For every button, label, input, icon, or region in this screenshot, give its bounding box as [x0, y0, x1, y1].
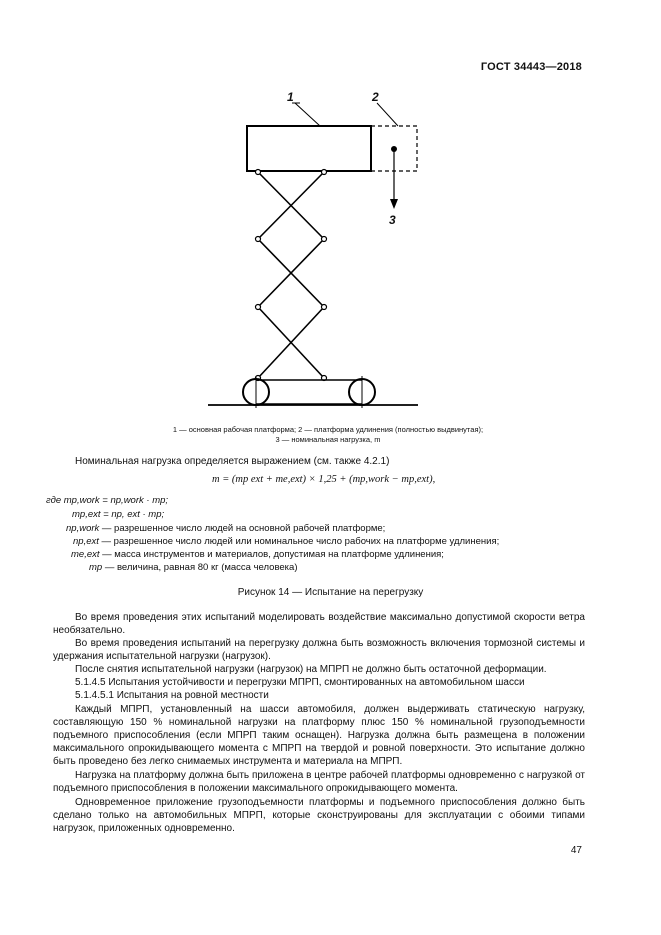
figure-label-1: 1: [287, 90, 294, 104]
paragraph-6: Каждый МПРП, установленный на шасси автомобиля, должен выдерживать статическую нагрузку, составляющую 150 % номинальной нагрузки на платформу плюс 150 % номинальной грузоподъемности подъемного приспособления (если МПРП таким оснащен). Нагрузка должна быть размещена в положении максимального опрокидывающего момента с МПРП на твердой и ровной поверхности. Это испытание должно быть проведено без легко снимаемых инструмента и материала на МПРП.: [53, 704, 585, 767]
def-row: np,ext — разрешенное число людей или номинальное число рабочих на платформе удлинения;: [73, 536, 500, 547]
paragraph-7: Нагрузка на платформу должна быть приложена в центре рабочей платформы одновременно с нагрузкой от подъемного приспособления в положении максимального опрокидывающего момента.: [53, 770, 585, 794]
figure-legend-line2: 3 — номинальная нагрузка, m: [275, 435, 381, 444]
figure-label-2: 2: [372, 90, 379, 104]
paragraph-3: После снятия испытательной нагрузки (нагрузок) на МПРП не должно быть остаточной деформации.: [75, 664, 547, 675]
load-arrow-icon: [390, 199, 398, 209]
pivot-joints: [256, 170, 327, 381]
paragraph-8: Одновременное приложение грузоподъемности платформы и подъемного приспособления должно быть сделано только на автомобильных МПРП, которые сконструированы для эксплуатации с обоими типами нагрузок, приложенных одновременно.: [53, 797, 585, 834]
def-row: me,ext — масса инструментов и материалов, допустимая на платформе удлинения;: [71, 549, 444, 560]
figure-legend-line1: 1 — основная рабочая платформа; 2 — платформа удлинения (полностью выдвинутая);: [172, 425, 484, 434]
scissor-arms: [258, 172, 324, 378]
section-heading-5-1-4-5-1: 5.1.4.5.1 Испытания на ровной местности: [75, 690, 269, 701]
paragraph-2: Во время проведения испытаний на перегрузку должна быть возможность включения тормозной системы и удержания испытательной нагрузки (нагрузок).: [53, 638, 585, 662]
scissor-lift-figure: [0, 0, 661, 430]
def-row: mp — величина, равная 80 кг (масса человека): [89, 562, 298, 573]
page-number: 47: [570, 845, 582, 856]
formula-intro: Номинальная нагрузка определяется выражением (см. также 4.2.1): [75, 456, 390, 467]
figure-caption: Рисунок 14 — Испытание на перегрузку: [237, 587, 424, 598]
def-row: np,work — разрешенное число людей на основной рабочей платформе;: [66, 523, 386, 534]
def-row: mp,ext = np, ext · mp;: [72, 509, 165, 520]
paragraph-1: Во время проведения этих испытаний моделировать воздействие максимально допустимой скорости ветра необязательно.: [53, 612, 585, 636]
section-heading-5-1-4-5: 5.1.4.5 Испытания устойчивости и перегрузки МПРП, смонтированных на автомобильном шасси: [75, 677, 525, 688]
main-platform: [247, 126, 371, 171]
figure-label-3: 3: [389, 213, 396, 227]
standard-header: ГОСТ 34443—2018: [480, 61, 582, 73]
def-row: где mp,work = np,work · mp;: [46, 495, 169, 506]
overload-formula: m = (mp ext + me,ext) × 1,25 + (mp,work − mp,ext),: [212, 474, 436, 485]
